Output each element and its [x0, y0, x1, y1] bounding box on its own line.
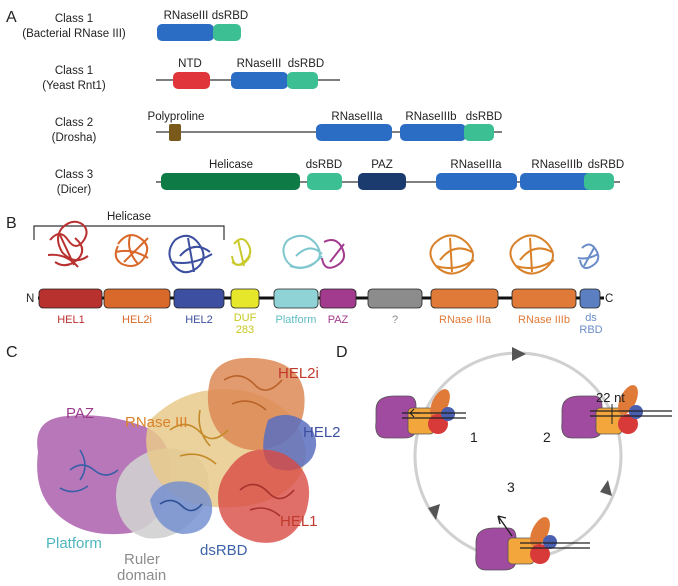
- row3-rnaseiiia-domain: [316, 124, 392, 141]
- row1-rnaseiii-label: RNaseIII: [163, 10, 209, 22]
- step-1-label: 1: [470, 429, 478, 445]
- rnase-iiib-structure-image: [510, 235, 554, 273]
- n-terminus-label: N: [26, 293, 35, 305]
- duf-domain: [231, 289, 259, 308]
- platform-paz-structure-image: [283, 236, 344, 268]
- row4-organism: (Dicer): [56, 184, 92, 196]
- row4-rnaseiiib-domain: [520, 173, 594, 190]
- dsrbd-c-label: dsRBD: [200, 542, 248, 559]
- panel-label-c: C: [6, 344, 18, 361]
- cycle-arrow-top: [512, 347, 526, 361]
- row3-polyproline-label: Polyproline: [147, 111, 205, 123]
- panel-a-row-4: [55, 159, 624, 196]
- row3-polyproline-domain: [169, 124, 181, 141]
- rnase-iiia-domain: [431, 289, 498, 308]
- row4-rnaseiiia-label: RNaseIIIa: [450, 159, 502, 171]
- hel2-domain: [174, 289, 224, 308]
- step-2-label: 2: [543, 429, 551, 445]
- row2-rnaseiii-label: RNaseIII: [236, 58, 282, 70]
- domain-c-label: domain: [117, 567, 167, 584]
- dicer-em-density-image: [37, 358, 316, 543]
- paz-c-label: PAZ: [66, 405, 95, 422]
- paz-domain: [320, 289, 356, 308]
- row4-dsrbd2-label: dsRBD: [587, 159, 625, 171]
- duf-structure-image: [232, 239, 250, 266]
- rnase-iiib-label: RNase IIIb: [518, 314, 570, 326]
- row4-dsrbd1-label: dsRBD: [305, 159, 343, 171]
- cycle-arrow-right: [600, 480, 612, 496]
- row3-class: Class 2: [54, 117, 94, 129]
- row2-dsrbd-domain: [287, 72, 318, 89]
- duf-label: DUF: [233, 312, 257, 324]
- hel2i-domain: [104, 289, 170, 308]
- row3-rnaseiiib-label: RNaseIIIb: [405, 111, 457, 123]
- platform-c-label: Platform: [46, 535, 102, 552]
- helicase-bracket-label: Helicase: [106, 211, 152, 223]
- dsrbd-domain: [580, 289, 600, 308]
- hel2-label: HEL2: [185, 314, 213, 326]
- hel2-structure-image: [169, 236, 212, 272]
- row4-rnaseiiib-label: RNaseIIIb: [531, 159, 583, 171]
- dsrbd-label: ds: [585, 312, 597, 324]
- unknown-label: ?: [391, 314, 399, 326]
- row3-rnaseiiib-domain: [400, 124, 466, 141]
- length-22nt-label: 22 nt: [596, 390, 625, 405]
- row4-class: Class 3: [54, 169, 94, 181]
- row2-dsrbd-label: dsRBD: [287, 58, 325, 70]
- row3-dsrbd-domain: [464, 124, 494, 141]
- platform-label: Platform: [275, 314, 317, 326]
- hel2i-structure-image: [116, 235, 148, 266]
- hel1-structure-image: [48, 222, 88, 267]
- row3-rnaseiiia-label: RNaseIIIa: [331, 111, 383, 123]
- hel1-c-label: HEL1: [280, 513, 318, 530]
- platform-domain: [274, 289, 318, 308]
- hel1-label: HEL1: [57, 314, 85, 326]
- hel1-domain: [39, 289, 102, 308]
- hel2-c-label: HEL2: [303, 424, 341, 441]
- duf-label-2: 283: [235, 324, 255, 336]
- row1-organism: (Bacterial RNase III): [22, 28, 126, 40]
- panel-label-b: B: [6, 215, 17, 232]
- row2-class: Class 1: [54, 65, 94, 77]
- step-3-label: 3: [507, 479, 515, 495]
- rnase-iiib-domain: [512, 289, 576, 308]
- paz-label: PAZ: [327, 314, 349, 326]
- row2-ntd-label: NTD: [178, 58, 202, 70]
- dsrbd-label-2: RBD: [579, 324, 603, 336]
- dsrbd-structure-image: [578, 244, 598, 268]
- c-terminus-label: C: [605, 293, 614, 305]
- row1-class: Class 1: [54, 13, 94, 25]
- unknown-domain: [368, 289, 422, 308]
- row4-paz-label: PAZ: [371, 159, 393, 171]
- panel-a-row-2: [42, 58, 340, 92]
- row4-dsrbd2-domain: [584, 173, 614, 190]
- row1-rnaseiii-domain: [157, 24, 214, 41]
- rnase-iii-c-label: RNase III: [125, 414, 188, 431]
- cycle-ring: [415, 353, 621, 559]
- hel2i-c-label: HEL2i: [278, 365, 319, 382]
- row4-dsrbd1-domain: [307, 173, 342, 190]
- row1-dsrbd-domain: [213, 24, 241, 41]
- rnase-iiia-structure-image: [430, 235, 474, 273]
- panel-a-row-1: [22, 10, 248, 41]
- panel-label-a: A: [6, 9, 17, 26]
- ruler-c-label: Ruler: [124, 551, 160, 568]
- rnase-iiia-label: RNase IIIa: [439, 314, 491, 326]
- row2-organism: (Yeast Rnt1): [42, 80, 106, 92]
- hel2i-label: HEL2i: [122, 314, 152, 326]
- panel-label-d: D: [336, 344, 348, 361]
- row2-ntd-domain: [173, 72, 210, 89]
- row3-dsrbd-label: dsRBD: [465, 111, 503, 123]
- row4-rnaseiiia-domain: [436, 173, 517, 190]
- dicer-state-1: [376, 386, 466, 438]
- row1-dsrbd-label: dsRBD: [211, 10, 249, 22]
- row2-rnaseiii-domain: [231, 72, 288, 89]
- row3-organism: (Drosha): [51, 132, 97, 144]
- row4-paz-domain: [358, 173, 406, 190]
- row4-helicase-label: Helicase: [208, 159, 254, 171]
- row4-helicase-domain: [161, 173, 300, 190]
- panel-a-row-3: [52, 111, 503, 144]
